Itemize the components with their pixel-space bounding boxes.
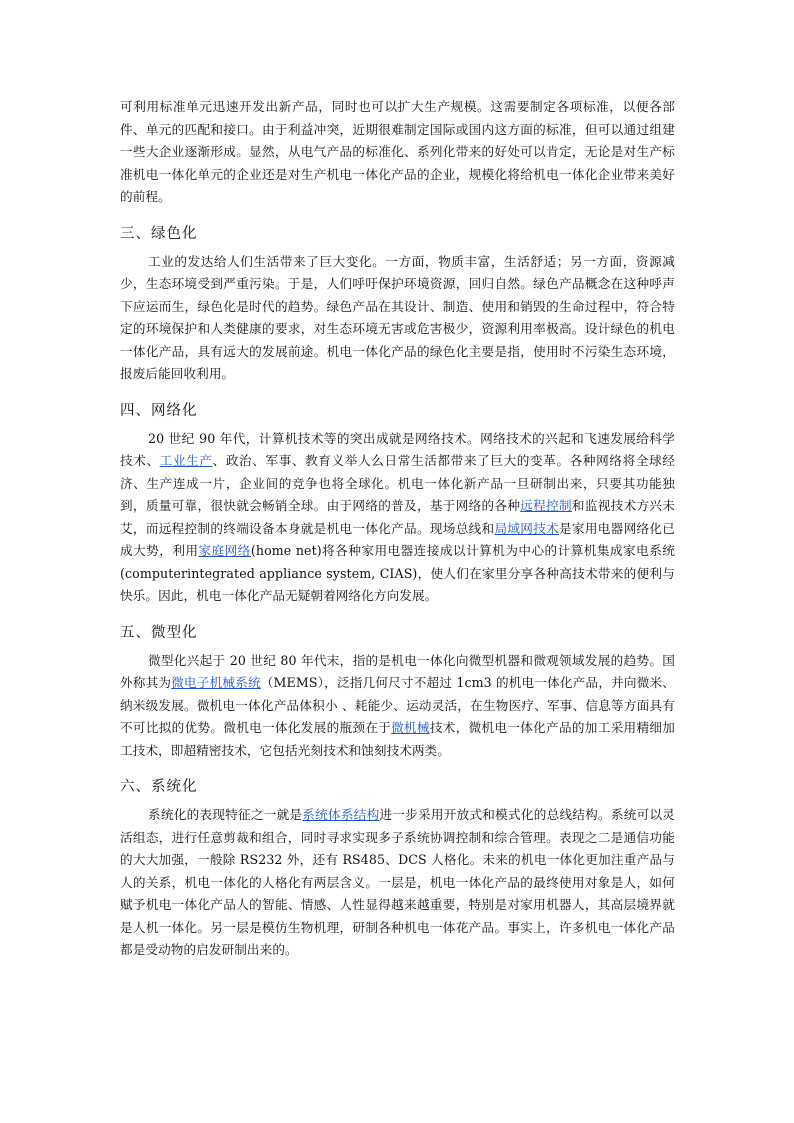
mems-link[interactable]: 微电子机械系统 bbox=[171, 675, 261, 690]
micromachine-link[interactable]: 微机械 bbox=[391, 720, 430, 735]
section-heading-green: 三、绿色化 bbox=[120, 225, 198, 242]
systematization-paragraph bbox=[120, 804, 675, 962]
green-paragraph: 工业的发达给人们生活带来了巨大变化。一方面，物质丰富，生活舒适；另一方面，资源减少，生态环境受到严重污染。于是，人们呼吁保护环境资源，回归自然。绿色产品概念在这种呼声下应运而生，绿色化是时代的趋势。绿色产品在其设计、制造、使用和销毁的生命过程中，符合特定的环境保护和人类健康的要求，对生态环境无害或危害极少，资源利用率极高。设计绿色的机电一体化产品，具有远大的发展前途。机电一体化产品的绿色化主要是指，使用时不污染生态环境，报废后能回收利用。 bbox=[120, 253, 675, 381]
miniaturization-paragraph bbox=[120, 650, 675, 763]
intro-paragraph: 可利用标准单元迅速开发出新产品，同时也可以扩大生产规模。这需要制定各项标准，以便各部件、单元的匹配和接口。由于利益冲突，近期很难制定国际或国内这方面的标准，但可以通过组建一些大企业逐渐形成。显然，从电气产品的标准化、系列化带来的好处可以肯定，无论是对生产标准机电一体化单元的企业还是对生产机电一体化产品的企业，规模化将给机电一体化企业带来美好的前程。 bbox=[120, 99, 675, 204]
document-page bbox=[120, 96, 675, 962]
micro-text-3: 技术，微机电一体化产品的加工采用精细加工技术，即超精密技术，它包括光刻技术和蚀刻技术两类。 bbox=[120, 720, 675, 758]
network-text-3: 和监视技术方兴未艾，而远程控制的终端设备本身就是机电一体化产品。现场总线和 bbox=[120, 498, 675, 536]
remote-control-link[interactable]: 远程控制 bbox=[520, 498, 572, 513]
home-network-link[interactable]: 家庭网络 bbox=[198, 543, 251, 558]
lan-technology-link[interactable]: 局域网技术 bbox=[494, 520, 560, 536]
section-heading-miniaturization: 五、微型化 bbox=[120, 624, 198, 641]
network-text-2: 、政治、军事、教育义举人么日常生活都带来了巨大的变革。各种网络将全球经济、生产连成一片，企业间的竞争也将全球化。机电一体化新产品一旦研制出来，只要其功能独到，质量可靠，很快就会畅销全球。由于网络的普及，基于网络的各种 bbox=[120, 453, 675, 513]
system-architecture-link[interactable]: 系统体系结构 bbox=[302, 807, 380, 822]
network-text-5: (home net)将各种家用电器连接成以计算机为中心的计算机集成家电系统(computerintegrated appliance system, CIAS)，使人们在家里分享各种高技术带来的便利与快乐。因此，机电一体化产品无疑朝着网络化方向发展。 bbox=[120, 543, 675, 603]
system-text-1: 系统化的表现特征之一就是 bbox=[148, 807, 303, 822]
section-heading-network: 四、网络化 bbox=[120, 402, 198, 419]
industrial-production-link[interactable]: 工业生产 bbox=[159, 453, 213, 468]
network-text-1: 20 世纪 90 年代，计算机技术等的突出成就是网络技术。网络技术的兴起和飞速发展给科学技术、 bbox=[120, 430, 675, 468]
network-paragraph bbox=[120, 428, 675, 608]
network-text-4: 是家用电器网络化已成大势，利用 bbox=[120, 520, 676, 558]
micro-text-1: 微型化兴起于 20 世纪 80 年代末，指的是机电一体化向微型机器和微观领域发展的趋势。国外称其为 bbox=[120, 652, 675, 690]
section-heading-systematization: 六、系统化 bbox=[120, 779, 198, 795]
system-text-2: 进一步采用开放式和模式化的总线结构。系统可以灵活组态，进行任意剪裁和组合，同时寻求实现多子系统协调控制和综合管理。表现之二是通信功能的大大加强，一般除 RS232 外，还有 RS485、DCS 人格化。未来的机电一体化更加注重产品与人的关系，机电一体化的人格化有两层含义。一层是，机电一体化产品的最终使用对象是人，如何赋予机电一体化产品人的智能、情感、人性显得越来越重要，特别是对家用机器人，其高层境界就是人机一体化。另一层是模仿生物机理，研制各种机电一体花产品。事实上，许多机电一体化产品都是受动物的启发研制出来的。 bbox=[120, 807, 676, 957]
micro-text-2: （MEMS），泛指几何尺寸不超过 1cm3 的机电一体化产品，并向微米、纳米级发展。微机电一体化产品体积小 、耗能少、运动灵活，在生物医疗、军事、信息等方面具有不可比拟的优势。微机电一体化发展的瓶颈在于 bbox=[120, 675, 676, 735]
